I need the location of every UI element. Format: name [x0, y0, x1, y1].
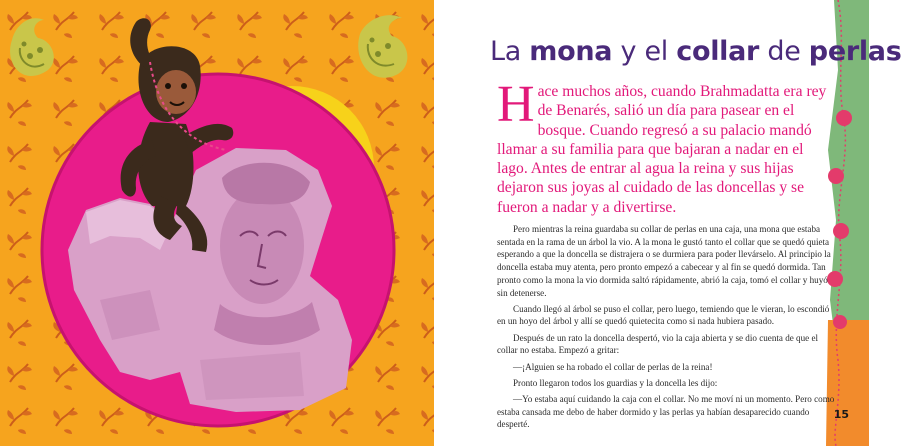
text-page	[434, 0, 902, 446]
story-paragraph: Pero mientras la reina guardaba su collar de perlas en una caja, una mona que estaba sentada en la rama de un árbol la vio. A la mona le gustó tanto el collar que se quedó quieta esperando a que la doncella se distrajera o se durmiera para poder llevárselo. Al principio la doncella estaba muy atenta, pero pronto empezó a cabecear y al fin se quedó dormida. Tan pronto como la mona la vio dormida saltó rápidamente, abrió la caja, tomó el collar y huyó sin detenerse.	[497, 224, 831, 298]
title-word: perlas	[808, 36, 902, 67]
intro-paragraph	[497, 76, 837, 217]
illustration-page	[0, 0, 434, 446]
title-word: La	[490, 36, 530, 67]
title-word: mona	[529, 36, 613, 67]
page-number: 15	[833, 408, 849, 421]
story-paragraph: —Yo estaba aquí cuidando la caja con el collar. No me moví ni un momento. Pero como estaba cansada me debo de haber dormido y las perlas ya habían desaparecido cuando desperté.	[497, 393, 835, 430]
title-word: collar	[676, 36, 760, 67]
page-title	[490, 36, 902, 67]
story-paragraph: Pronto llegaron todos los guardias y la doncella les dijo:	[513, 377, 718, 388]
drop-cap: H	[497, 76, 535, 133]
story-paragraph: Cuando llegó al árbol se puso el collar, pero luego, temiendo que le vieran, lo escondió en un hoyo del árbol y allí se quedó quietecita como si nada hubiera pasado.	[497, 303, 830, 327]
story-paragraph: Después de un rato la doncella despertó, vio la caja abierta y se dio cuenta de que el collar no estaba. Empezó a gritar:	[497, 332, 819, 356]
story-paragraph: —¡Alguien se ha robado el collar de perlas de la reina!	[513, 361, 713, 372]
title-word: de	[759, 36, 809, 67]
vine-pattern-icon	[0, 0, 434, 446]
story-body	[497, 223, 837, 435]
intro-text: ace muchos años, cuando Brahmadatta era rey de Benarés, salió un día para pasear en el bosque. Cuando regresó a su palacio mandó llamar a su familia para que bajaran a nadar en el lago. Antes de entrar al agua la reina y sus hijas dejaron sus joyas al cuidado de las doncellas y se fueron a nadar y a divertirse.	[497, 83, 827, 216]
title-word: y el	[612, 36, 677, 67]
